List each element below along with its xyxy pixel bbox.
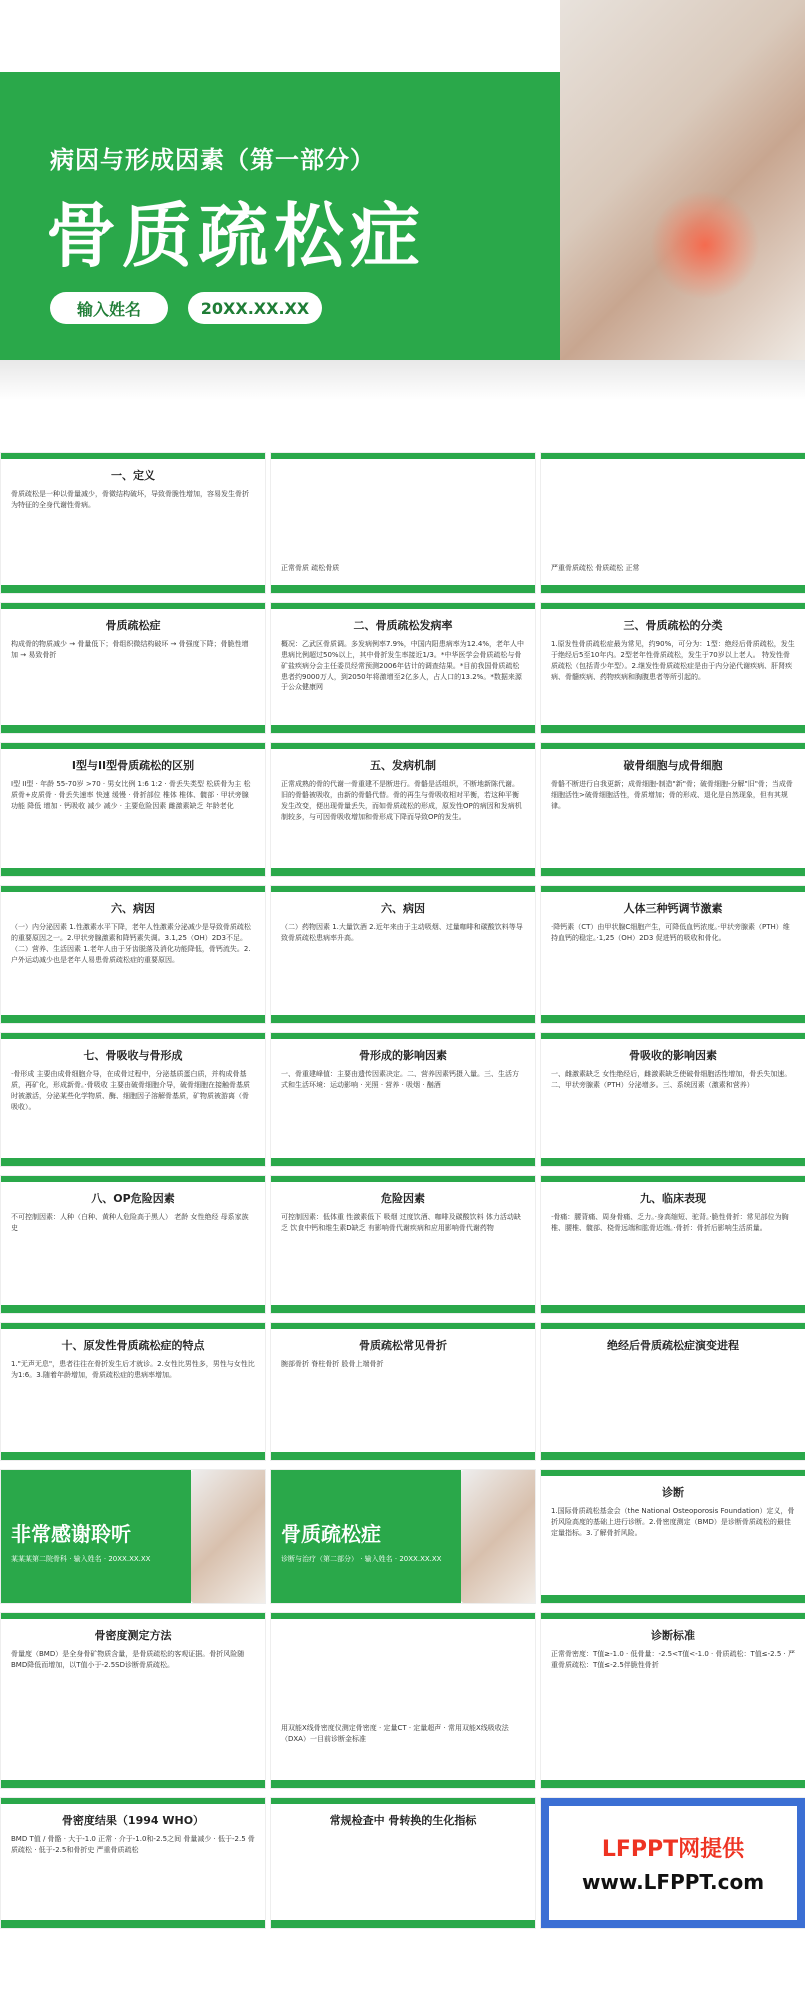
bottom-bar bbox=[271, 1158, 535, 1166]
top-bar bbox=[1, 1613, 265, 1619]
bottom-bar bbox=[1, 1452, 265, 1460]
slide-thumbnail[interactable] bbox=[270, 1612, 536, 1789]
slide-title: 破骨细胞与成骨细胞 bbox=[623, 759, 723, 772]
slide-title: I型与II型骨质疏松的区别 bbox=[71, 759, 195, 772]
slide-thumbnail[interactable] bbox=[540, 452, 805, 594]
top-bar bbox=[271, 743, 535, 749]
slide-text: 骨质疏松是一种以骨量减少，骨微结构破坏，导致骨脆性增加，容易发生骨折为特征的全身代谢性骨病。 bbox=[11, 490, 249, 509]
top-bar bbox=[1, 603, 265, 609]
bottom-bar bbox=[1, 725, 265, 733]
bottom-bar bbox=[1, 1305, 265, 1313]
slide-text: 正常骨密度：T值≥-1.0 · 低骨量：-2.5<T值<-1.0 · 骨质疏松：T值≤-2.5 · 严重骨质疏松：T值≤-2.5伴脆性骨折 bbox=[551, 1650, 795, 1669]
slide-text: 概况：乙武区骨质调。多发病例率7.9%，中国内阳患病率为12.4%，老年人中患病比例超过50%以上，其中骨折发生率接近1/3。*中华医学会骨质疏松与骨矿盐疾病分会主任委员经常预测2006年估计的调查结果。*目前我国骨质疏松患者约9000万人，到2050年将激增至2亿多人，占人口的13.2%。*数据来源于公众健康网 bbox=[281, 640, 525, 692]
top-bar bbox=[1, 1033, 265, 1039]
top-bar bbox=[271, 453, 535, 459]
slide-title: 危险因素 bbox=[381, 1192, 425, 1205]
slide-text: 可控制因素：低体重 性激素低下 吸烟 过度饮酒、咖啡及碳酸饮料 体力活动缺乏 饮食中钙和维生素D缺乏 有影响骨代谢疾病和应用影响骨代谢药物 bbox=[281, 1213, 521, 1232]
slide-thumbnail[interactable] bbox=[540, 1032, 805, 1167]
slide-title: 常规检查中 骨转换的生化指标 bbox=[329, 1814, 477, 1827]
slide-thumbnail[interactable] bbox=[0, 602, 266, 734]
bottom-bar bbox=[1, 1015, 265, 1023]
slide-thumbnail[interactable] bbox=[0, 1612, 266, 1789]
logo-url[interactable]: www.LFPPT.com bbox=[581, 1870, 765, 1894]
slide-title: 骨吸收的影响因素 bbox=[629, 1049, 717, 1062]
bottom-bar bbox=[271, 725, 535, 733]
top-bar bbox=[271, 603, 535, 609]
bottom-bar bbox=[541, 1158, 805, 1166]
photo bbox=[461, 1470, 536, 1603]
top-bar bbox=[271, 1613, 535, 1619]
slide-title: 十、原发性骨质疏松症的特点 bbox=[61, 1339, 205, 1352]
slide-text: BMD T值 / 骨骼 · 大于-1.0 正常 · 介于-1.0和-2.5之间 骨量减少 · 低于-2.5 骨质疏松 · 低于-2.5和骨折史 严重骨质疏松 bbox=[11, 1835, 255, 1854]
slide-text: 严重骨质疏松 骨质疏松 正常 bbox=[551, 564, 640, 572]
top-bar bbox=[1, 743, 265, 749]
slide-thumbnail[interactable] bbox=[270, 1175, 536, 1314]
slide-title: 三、骨质疏松的分类 bbox=[623, 619, 723, 632]
slide-thumbnail[interactable] bbox=[270, 885, 536, 1024]
bottom-bar bbox=[541, 1015, 805, 1023]
slide-thumbnail[interactable] bbox=[0, 742, 266, 877]
bottom-bar bbox=[1, 1158, 265, 1166]
bottom-bar bbox=[541, 725, 805, 733]
slide-thumbnail[interactable] bbox=[540, 1469, 805, 1604]
slide-thumbnail[interactable] bbox=[0, 1175, 266, 1314]
top-bar bbox=[1, 453, 265, 459]
bottom-bar bbox=[541, 1780, 805, 1788]
slide-title: 九、临床表现 bbox=[640, 1192, 706, 1205]
slide-thumbnail[interactable] bbox=[270, 1469, 536, 1604]
top-bar bbox=[541, 886, 805, 892]
slide-text: 1.原发性骨质疏松症最为常见，约90%，可分为：1型：绝经后骨质疏松，发生于绝经后5至10年内。2型老年性骨质疏松，发生于70岁以上老人。 特发性骨质疏松（包括青少年型）。2.继发性骨质疏松症是由于内分泌代谢疾病、肝肾疾病、骨髓疾病、药物疾病和胸腹患者等所引起的。 bbox=[551, 640, 795, 681]
top-bar bbox=[1, 1176, 265, 1182]
slide-text: 腕部骨折 脊柱骨折 股骨上端骨折 bbox=[281, 1360, 384, 1368]
bottom-bar bbox=[541, 1595, 805, 1603]
top-bar bbox=[541, 1176, 805, 1182]
slide-text: 构成骨的物质减少 → 骨量低下；骨组织微结构破坏 → 骨强度下降；骨脆性增加 → 易致骨折 bbox=[11, 640, 249, 659]
date-pill: 20XX.XX.XX bbox=[188, 292, 322, 324]
slide-title: 骨形成的影响因素 bbox=[359, 1049, 447, 1062]
bottom-bar bbox=[1, 585, 265, 593]
top-bar bbox=[1, 1323, 265, 1329]
slide-thumbnail[interactable] bbox=[540, 885, 805, 1024]
slide-text: 诊断与治疗（第二部分） · 输入姓名 · 20XX.XX.XX bbox=[281, 1555, 442, 1563]
bottom-bar bbox=[271, 585, 535, 593]
top-bar bbox=[271, 1323, 535, 1329]
top-bar bbox=[1, 886, 265, 892]
slide-thumbnail[interactable] bbox=[0, 885, 266, 1024]
slide-text: 用双能X线骨密度仪测定骨密度 · 定量CT · 定量超声 · 常用双能X线吸收法（DXA）一目前诊断金标准 bbox=[281, 1724, 509, 1743]
slide-text: 骨量度（BMD）是全身骨矿物质含量，是骨质疏松的客观证据。骨折风险随BMD降低而增加，以T值小于-2.5SD诊断骨质疏松。 bbox=[11, 1650, 245, 1669]
top-bar bbox=[541, 1033, 805, 1039]
bottom-bar bbox=[271, 1920, 535, 1928]
slide-title: 七、骨吸收与骨形成 bbox=[83, 1049, 183, 1062]
slide-thumbnail[interactable] bbox=[540, 1797, 805, 1929]
slide-title: 六、病因 bbox=[381, 902, 425, 915]
bottom-bar bbox=[541, 1452, 805, 1460]
slide-thumbnail[interactable] bbox=[540, 602, 805, 734]
cover-photo bbox=[560, 0, 805, 360]
logo-title: LFPPT网提供 bbox=[601, 1837, 745, 1862]
slide-thumbnail[interactable] bbox=[540, 1612, 805, 1789]
slide-text: 不可控制因素：人种（白种、黄种人危险高于黑人） 老龄 女性绝经 母系家族史 bbox=[11, 1213, 249, 1232]
slide-title: 人体三种钙调节激素 bbox=[623, 902, 723, 915]
bottom-bar bbox=[271, 1780, 535, 1788]
top-bar bbox=[271, 886, 535, 892]
cover-subtitle: 病因与形成因素（第一部分） bbox=[50, 146, 375, 174]
top-bar bbox=[271, 1033, 535, 1039]
bottom-bar bbox=[1, 1780, 265, 1788]
slide-title: 骨密度结果（1994 WHO） bbox=[61, 1814, 205, 1827]
slide-title: 非常感谢聆听 bbox=[11, 1522, 131, 1546]
slide-text: （二）药物因素 1.大量饮酒 2.近年来由于主动吸烟、过量咖啡和碳酸饮料等导致骨质疏松患病率升高。 bbox=[281, 923, 523, 942]
slide-thumbnail[interactable] bbox=[0, 1032, 266, 1167]
slide-title: 骨质疏松症 bbox=[105, 619, 161, 632]
top-bar bbox=[541, 743, 805, 749]
slide-title: 五、发病机制 bbox=[370, 759, 436, 772]
top-bar bbox=[541, 1470, 805, 1476]
bottom-bar bbox=[271, 1452, 535, 1460]
slide-thumbnail[interactable] bbox=[0, 1797, 266, 1929]
top-bar bbox=[271, 1176, 535, 1182]
slide-text: 正常成熟的骨的代谢一骨重建不是断进行。骨骼是活组织，不断地新陈代谢。旧的骨骼被吸收，由新的骨骼代替。骨的再生与骨吸收相对平衡，若这种平衡发生改变，便出现骨量丢失，而如骨质疏松的形成，原发性OP的病因和发病机制较多，与可因骨吸收增加和骨形成下降而导致OP的发生。 bbox=[281, 780, 522, 821]
slide-thumbnail[interactable] bbox=[540, 1175, 805, 1314]
slide-title: 骨质疏松常见骨折 bbox=[359, 1339, 447, 1352]
slide-thumbnail[interactable] bbox=[540, 742, 805, 877]
slide-thumbnail[interactable] bbox=[270, 1797, 536, 1929]
slide-title: 骨密度测定方法 bbox=[94, 1629, 172, 1642]
slide-title: 八、OP危险因素 bbox=[91, 1192, 175, 1205]
bottom-bar bbox=[271, 1305, 535, 1313]
top-bar bbox=[541, 453, 805, 459]
slide-text: 一、骨重建峰值：主要由遗传因素决定。二、营养因素钙摄入量。三、生活方式和生活环境：运动影响 · 光照 · 营养 · 吸烟 · 酗酒 bbox=[281, 1070, 519, 1089]
bottom-bar bbox=[541, 585, 805, 593]
photo bbox=[191, 1470, 266, 1603]
top-bar bbox=[1, 1798, 265, 1804]
logo-box bbox=[549, 1806, 797, 1920]
slide-title: 骨质疏松症 bbox=[281, 1522, 381, 1546]
bottom-bar bbox=[271, 1015, 535, 1023]
cover-title: 骨质疏松症 bbox=[46, 195, 426, 277]
slide-title: 诊断 bbox=[662, 1486, 684, 1499]
cover-slide bbox=[0, 0, 805, 440]
slide-title: 绝经后骨质疏松症演变进程 bbox=[607, 1339, 739, 1352]
slide-thumbnail[interactable] bbox=[270, 1322, 536, 1461]
slide-text: ·骨形成 主要由成骨细胞介导，在成骨过程中，分泌基质蛋白质，并构成骨基质，再矿化，形成新骨。·骨吸收 主要由破骨细胞介导，破骨细胞在接触骨基质时被激活，分泌某些化学物质、酶、细胞因子溶解骨基质，矿物质被游离（骨吸收）。 bbox=[11, 1070, 250, 1111]
slide-thumbnail[interactable] bbox=[270, 1032, 536, 1167]
slide-thumbnail[interactable] bbox=[0, 1322, 266, 1461]
slide-text: 1."无声无息"，患者往往在骨折发生后才就诊。2.女性比男性多，男性与女性比为1:6。3.随着年龄增加，骨质疏松症的患病率增加。 bbox=[11, 1360, 255, 1379]
slide-text: 正常骨质 疏松骨质 bbox=[281, 564, 340, 572]
slide-title: 一、定义 bbox=[111, 469, 155, 482]
bottom-bar bbox=[1, 1920, 265, 1928]
bottom-bar bbox=[541, 868, 805, 876]
slide-thumbnail[interactable] bbox=[0, 452, 266, 594]
bottom-bar bbox=[271, 868, 535, 876]
top-bar bbox=[271, 1798, 535, 1804]
pain-glow bbox=[650, 190, 760, 300]
slide-thumbnail[interactable] bbox=[270, 742, 536, 877]
slide-title: 六、病因 bbox=[111, 902, 155, 915]
slide-text: I型 II型 · 年龄 55-70岁 >70 · 男女比例 1:6 1:2 · 骨丢失类型 松质骨为主 松质骨+皮质骨 · 骨丢失速率 快速 缓慢 · 骨折部位 椎体 椎体、髋部 · 甲状旁腺功能 降低 增加 · 钙吸收 减少 减少 · 主要危险因素 雌激素缺乏 年龄老化 bbox=[11, 780, 251, 810]
slide-thumbnail[interactable] bbox=[270, 452, 536, 594]
slide-thumbnail[interactable] bbox=[270, 602, 536, 734]
bottom-bar bbox=[1, 868, 265, 876]
slide-title: 二、骨质疏松发病率 bbox=[353, 619, 453, 632]
cover-shadow bbox=[0, 360, 805, 400]
top-bar bbox=[541, 603, 805, 609]
slide-text: 1.国际骨质疏松基金会（the National Osteoporosis Foundation）定义，骨折风险高度的基础上进行诊断。2.骨密度测定（BMD）是诊断骨质疏松的最佳定量指标。3.了解骨折风险。 bbox=[551, 1507, 795, 1537]
top-bar bbox=[541, 1613, 805, 1619]
slide-text: 某某某第二院骨科 · 输入姓名 · 20XX.XX.XX bbox=[11, 1555, 151, 1563]
slide-text: 骨骼不断进行自我更新；成骨细胞-制造"新"骨；破骨细胞-分解"旧"骨；当成骨细胞活性>破骨细胞活性，骨质增加；骨的形成、退化是自然现象，但有其规律。 bbox=[551, 780, 793, 810]
slide-title: 诊断标准 bbox=[651, 1629, 695, 1642]
slide-text: 一、雌激素缺乏 女性绝经后，雌激素缺乏使破骨细胞活性增加，骨丢失加速。二、甲状旁腺素（PTH）分泌增多。三、系统因素（激素和营养） bbox=[551, 1070, 792, 1089]
slide-text: （一）内分泌因素 1.性激素水平下降，老年人性激素分泌减少是导致骨质疏松的重要原因之一。2.甲状旁腺激素和降钙素失调。3.1,25（OH）2D3不足。（二）营养、生活因素 1.老年人由于牙齿脱落及消化功能降低，骨钙流失。2.户外运动减少也是老年人易患骨质疏松症的重要原因。 bbox=[11, 923, 251, 964]
slide-thumbnail[interactable] bbox=[0, 1469, 266, 1604]
name-pill: 输入姓名 bbox=[50, 292, 168, 324]
top-bar bbox=[541, 1323, 805, 1329]
slide-text: ·骨痛：腰背痛、周身骨痛、乏力。·身高缩短、驼背。·脆性骨折：常见部位为胸椎、腰椎、髋部、桡骨远端和肱骨近端。·骨折：骨折后影响生活质量。 bbox=[551, 1213, 789, 1232]
slide-text: ·降钙素（CT）由甲状腺C细胞产生，可降低血钙浓度。·甲状旁腺素（PTH）维持血钙的稳定。·1,25（OH）2D3 促进钙的吸收和骨化。 bbox=[551, 923, 790, 942]
bottom-bar bbox=[541, 1305, 805, 1313]
slide-thumbnail[interactable] bbox=[540, 1322, 805, 1461]
